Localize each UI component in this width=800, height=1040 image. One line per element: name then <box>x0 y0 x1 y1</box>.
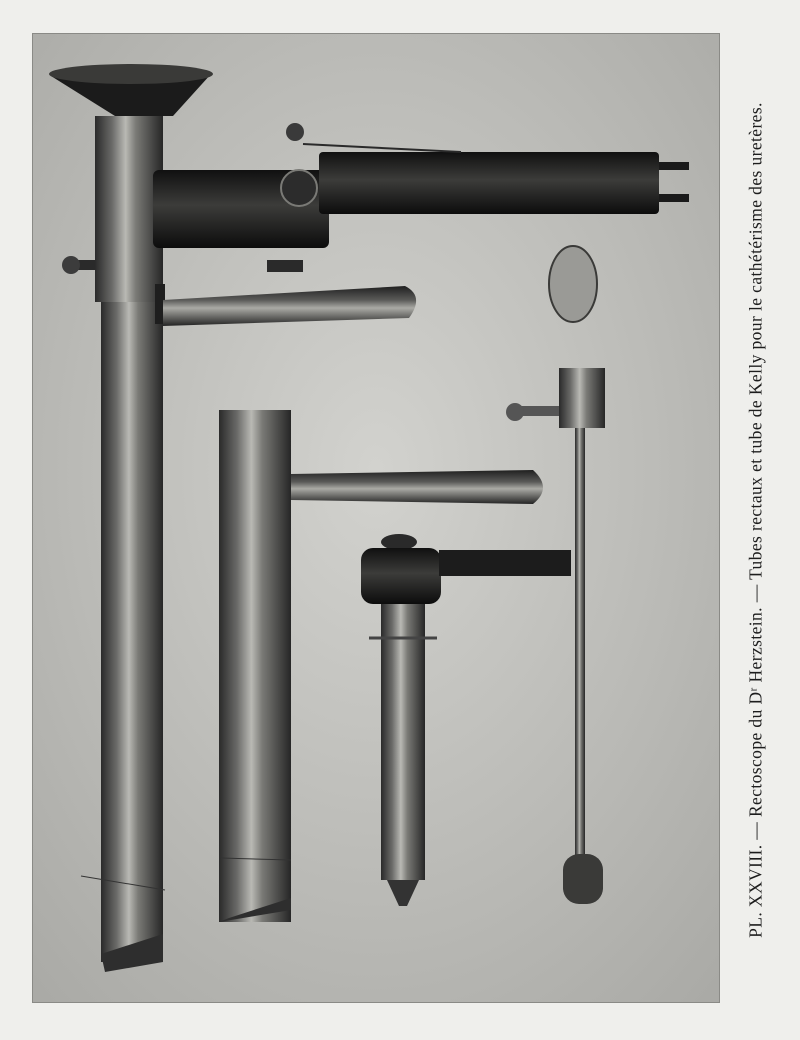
plate-number: PL. XXVIII. <box>745 844 766 938</box>
plate-caption-text: — Rectoscope du Dʳ Herzstein. — Tubes rectaux et tube de Kelly pour le cathétérisme des uretères. <box>745 102 766 840</box>
plate-photograph <box>32 33 720 1003</box>
plate-caption <box>718 0 794 1040</box>
